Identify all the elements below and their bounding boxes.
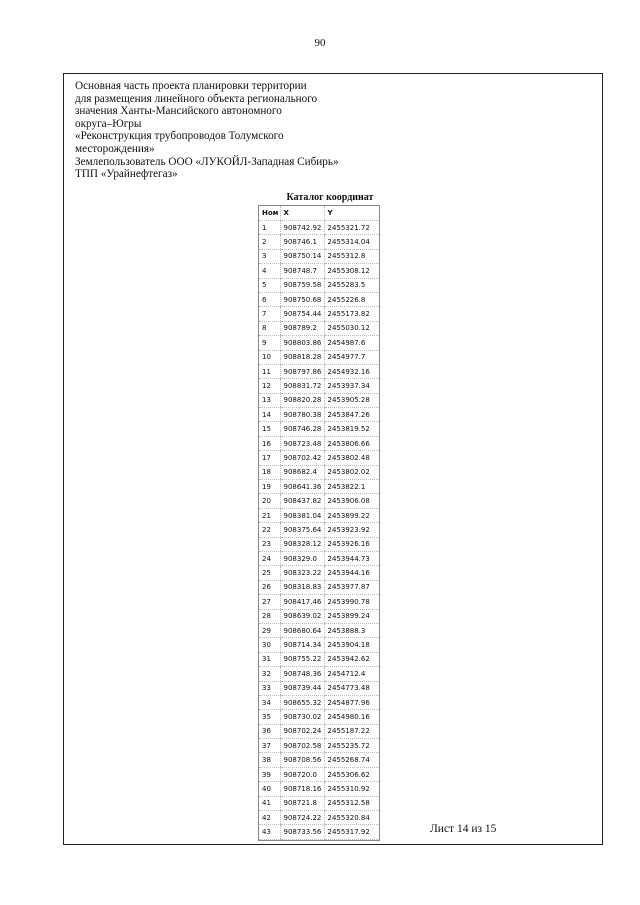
cell-x: 908714.34	[280, 638, 324, 652]
table-row	[259, 508, 379, 522]
cell-y: 2453942.62	[324, 652, 379, 666]
table-row	[259, 638, 379, 652]
cell-y: 2455268.74	[324, 753, 379, 767]
cell-x: 908750.14	[280, 249, 324, 263]
table-header-row	[259, 206, 379, 221]
cell-y: 2455312.8	[324, 249, 379, 263]
cell-number: 40	[259, 782, 280, 796]
cell-y: 2454932.16	[324, 364, 379, 378]
cell-number: 10	[259, 350, 280, 364]
table-row	[259, 436, 379, 450]
cell-y: 2455314.04	[324, 235, 379, 249]
table-row	[259, 710, 379, 724]
cell-y: 2455235.72	[324, 739, 379, 753]
cell-x: 908750.68	[280, 292, 324, 306]
cell-number: 43	[259, 825, 280, 839]
cell-number: 24	[259, 551, 280, 565]
cell-x: 908417.46	[280, 595, 324, 609]
cell-x: 908748.36	[280, 667, 324, 681]
header-line: «Реконструкция трубопроводов Толумского	[75, 130, 284, 143]
cell-y: 2453819.52	[324, 422, 379, 436]
cell-y: 2453899.22	[324, 508, 379, 522]
cell-number: 38	[259, 753, 280, 767]
cell-y: 2453888.3	[324, 623, 379, 637]
cell-number: 17	[259, 451, 280, 465]
table-row	[259, 393, 379, 407]
cell-y: 2454987.6	[324, 336, 379, 350]
cell-number: 42	[259, 811, 280, 825]
cell-number: 32	[259, 667, 280, 681]
cell-x: 908818.28	[280, 350, 324, 364]
cell-x: 908702.42	[280, 451, 324, 465]
cell-y: 2455283.5	[324, 278, 379, 292]
cell-y: 2454877.96	[324, 695, 379, 709]
column-header-number: Ном	[259, 206, 280, 221]
cell-y: 2453926.16	[324, 537, 379, 551]
cell-number: 23	[259, 537, 280, 551]
sheet-label: Лист 14 из 15	[430, 823, 497, 835]
cell-y: 2453944.16	[324, 566, 379, 580]
cell-y: 2453904.18	[324, 638, 379, 652]
cell-x: 908680.64	[280, 623, 324, 637]
cell-number: 3	[259, 249, 280, 263]
table-row	[259, 623, 379, 637]
cell-y: 2454712.4	[324, 667, 379, 681]
cell-y: 2455173.82	[324, 307, 379, 321]
cell-x: 908797.86	[280, 364, 324, 378]
table-row	[259, 321, 379, 335]
cell-x: 908329.0	[280, 551, 324, 565]
table-row	[259, 667, 379, 681]
cell-y: 2454773.48	[324, 681, 379, 695]
table-row	[259, 537, 379, 551]
header-line: Основная часть проекта планировки территории	[75, 80, 307, 92]
cell-y: 2455320.84	[324, 811, 379, 825]
cell-x: 908820.28	[280, 393, 324, 407]
cell-x: 908323.22	[280, 566, 324, 580]
cell-y: 2453899.24	[324, 609, 379, 623]
cell-x: 908755.22	[280, 652, 324, 666]
cell-y: 2453802.02	[324, 465, 379, 479]
page-number: 90	[314, 37, 326, 49]
cell-y: 2455312.58	[324, 796, 379, 810]
table-row	[259, 451, 379, 465]
cell-x: 908746.28	[280, 422, 324, 436]
table-row	[259, 551, 379, 565]
table-row	[259, 278, 379, 292]
cell-number: 28	[259, 609, 280, 623]
header-line: для размещения линейного объекта регионального	[75, 92, 318, 105]
cell-number: 13	[259, 393, 280, 407]
cell-y: 2455226.8	[324, 292, 379, 306]
cell-number: 11	[259, 364, 280, 378]
cell-x: 908437.82	[280, 494, 324, 508]
cell-y: 2455308.12	[324, 264, 379, 278]
cell-y: 2453847.26	[324, 408, 379, 422]
cell-x: 908789.2	[280, 321, 324, 335]
cell-y: 2455317.92	[324, 825, 379, 839]
table-row	[259, 292, 379, 306]
cell-number: 6	[259, 292, 280, 306]
catalog-title: Каталог координат	[286, 192, 374, 203]
table-row	[259, 739, 379, 753]
cell-number: 33	[259, 681, 280, 695]
cell-number: 35	[259, 710, 280, 724]
cell-x: 908746.1	[280, 235, 324, 249]
table-row	[259, 566, 379, 580]
cell-number: 8	[259, 321, 280, 335]
table-row	[259, 767, 379, 781]
cell-y: 2453923.92	[324, 523, 379, 537]
cell-x: 908682.4	[280, 465, 324, 479]
cell-x: 908742.92	[280, 221, 324, 235]
table-row	[259, 595, 379, 609]
table-row	[259, 249, 379, 263]
cell-x: 908733.56	[280, 825, 324, 839]
cell-number: 27	[259, 595, 280, 609]
cell-number: 18	[259, 465, 280, 479]
cell-number: 29	[259, 623, 280, 637]
table-row	[259, 350, 379, 364]
cell-x: 908718.16	[280, 782, 324, 796]
cell-x: 908708.56	[280, 753, 324, 767]
cell-y: 2453944.73	[324, 551, 379, 565]
table-row	[259, 364, 379, 378]
cell-y: 2455321.72	[324, 221, 379, 235]
column-header-x: X	[280, 206, 324, 221]
cell-number: 12	[259, 379, 280, 393]
table-row	[259, 465, 379, 479]
cell-number: 2	[259, 235, 280, 249]
cell-number: 16	[259, 436, 280, 450]
cell-number: 25	[259, 566, 280, 580]
cell-y: 2453977.87	[324, 580, 379, 594]
cell-number: 7	[259, 307, 280, 321]
cell-number: 1	[259, 221, 280, 235]
table-row	[259, 825, 379, 839]
cell-x: 908641.36	[280, 480, 324, 494]
table-row	[259, 494, 379, 508]
cell-x: 908748.7	[280, 264, 324, 278]
table-row	[259, 811, 379, 825]
table-body	[259, 221, 379, 840]
cell-y: 2455187.22	[324, 724, 379, 738]
cell-y: 2454980.16	[324, 710, 379, 724]
table-row	[259, 753, 379, 767]
table-row	[259, 264, 379, 278]
cell-number: 22	[259, 523, 280, 537]
cell-y: 2455310.92	[324, 782, 379, 796]
cell-x: 908639.02	[280, 609, 324, 623]
cell-x: 908721.8	[280, 796, 324, 810]
cell-number: 15	[259, 422, 280, 436]
header-line: значения Ханты-Мансийского автономного	[75, 105, 282, 118]
cell-x: 908730.02	[280, 710, 324, 724]
cell-number: 9	[259, 336, 280, 350]
cell-number: 4	[259, 264, 280, 278]
table-row	[259, 379, 379, 393]
cell-x: 908831.72	[280, 379, 324, 393]
table-row	[259, 480, 379, 494]
table-row	[259, 681, 379, 695]
header-line: месторождения»	[75, 142, 155, 155]
cell-number: 14	[259, 408, 280, 422]
column-header-y: Y	[324, 206, 379, 221]
cell-x: 908381.04	[280, 508, 324, 522]
cell-number: 36	[259, 724, 280, 738]
cell-number: 37	[259, 739, 280, 753]
table-row	[259, 580, 379, 594]
table-row	[259, 609, 379, 623]
cell-y: 2453806.66	[324, 436, 379, 450]
cell-x: 908803.86	[280, 336, 324, 350]
cell-y: 2453802.48	[324, 451, 379, 465]
cell-number: 26	[259, 580, 280, 594]
table-row	[259, 523, 379, 537]
cell-x: 908759.58	[280, 278, 324, 292]
coordinates-table	[258, 205, 380, 841]
cell-number: 19	[259, 480, 280, 494]
table-row	[259, 408, 379, 422]
table-row	[259, 796, 379, 810]
cell-x: 908739.44	[280, 681, 324, 695]
cell-y: 2453937.34	[324, 379, 379, 393]
cell-y: 2454977.7	[324, 350, 379, 364]
table-row	[259, 652, 379, 666]
table-row	[259, 221, 379, 235]
table-row	[259, 724, 379, 738]
cell-y: 2455306.62	[324, 767, 379, 781]
cell-y: 2453990.78	[324, 595, 379, 609]
cell-x: 908655.32	[280, 695, 324, 709]
header-line: округа–Югры	[75, 117, 142, 130]
cell-y: 2455030.12	[324, 321, 379, 335]
cell-x: 908723.48	[280, 436, 324, 450]
cell-number: 20	[259, 494, 280, 508]
cell-x: 908724.22	[280, 811, 324, 825]
cell-x: 908720.0	[280, 767, 324, 781]
table-row	[259, 422, 379, 436]
cell-x: 908328.12	[280, 537, 324, 551]
cell-x: 908702.24	[280, 724, 324, 738]
table-row	[259, 307, 379, 321]
table-row	[259, 782, 379, 796]
cell-number: 30	[259, 638, 280, 652]
header-line: Землепользователь ООО «ЛУКОЙЛ-Западная Сибирь»	[75, 155, 339, 168]
cell-number: 5	[259, 278, 280, 292]
cell-x: 908702.58	[280, 739, 324, 753]
cell-x: 908375.64	[280, 523, 324, 537]
cell-y: 2453905.28	[324, 393, 379, 407]
cell-x: 908318.83	[280, 580, 324, 594]
cell-x: 908780.38	[280, 408, 324, 422]
table-row	[259, 695, 379, 709]
cell-x: 908754.44	[280, 307, 324, 321]
cell-number: 34	[259, 695, 280, 709]
cell-number: 21	[259, 508, 280, 522]
cell-y: 2453822.1	[324, 480, 379, 494]
cell-number: 41	[259, 796, 280, 810]
cell-number: 39	[259, 767, 280, 781]
document-header	[75, 80, 405, 181]
cell-y: 2453906.08	[324, 494, 379, 508]
cell-number: 31	[259, 652, 280, 666]
table-row	[259, 235, 379, 249]
header-line: ТПП «Урайнефтегаз»	[75, 168, 178, 181]
table-row	[259, 336, 379, 350]
